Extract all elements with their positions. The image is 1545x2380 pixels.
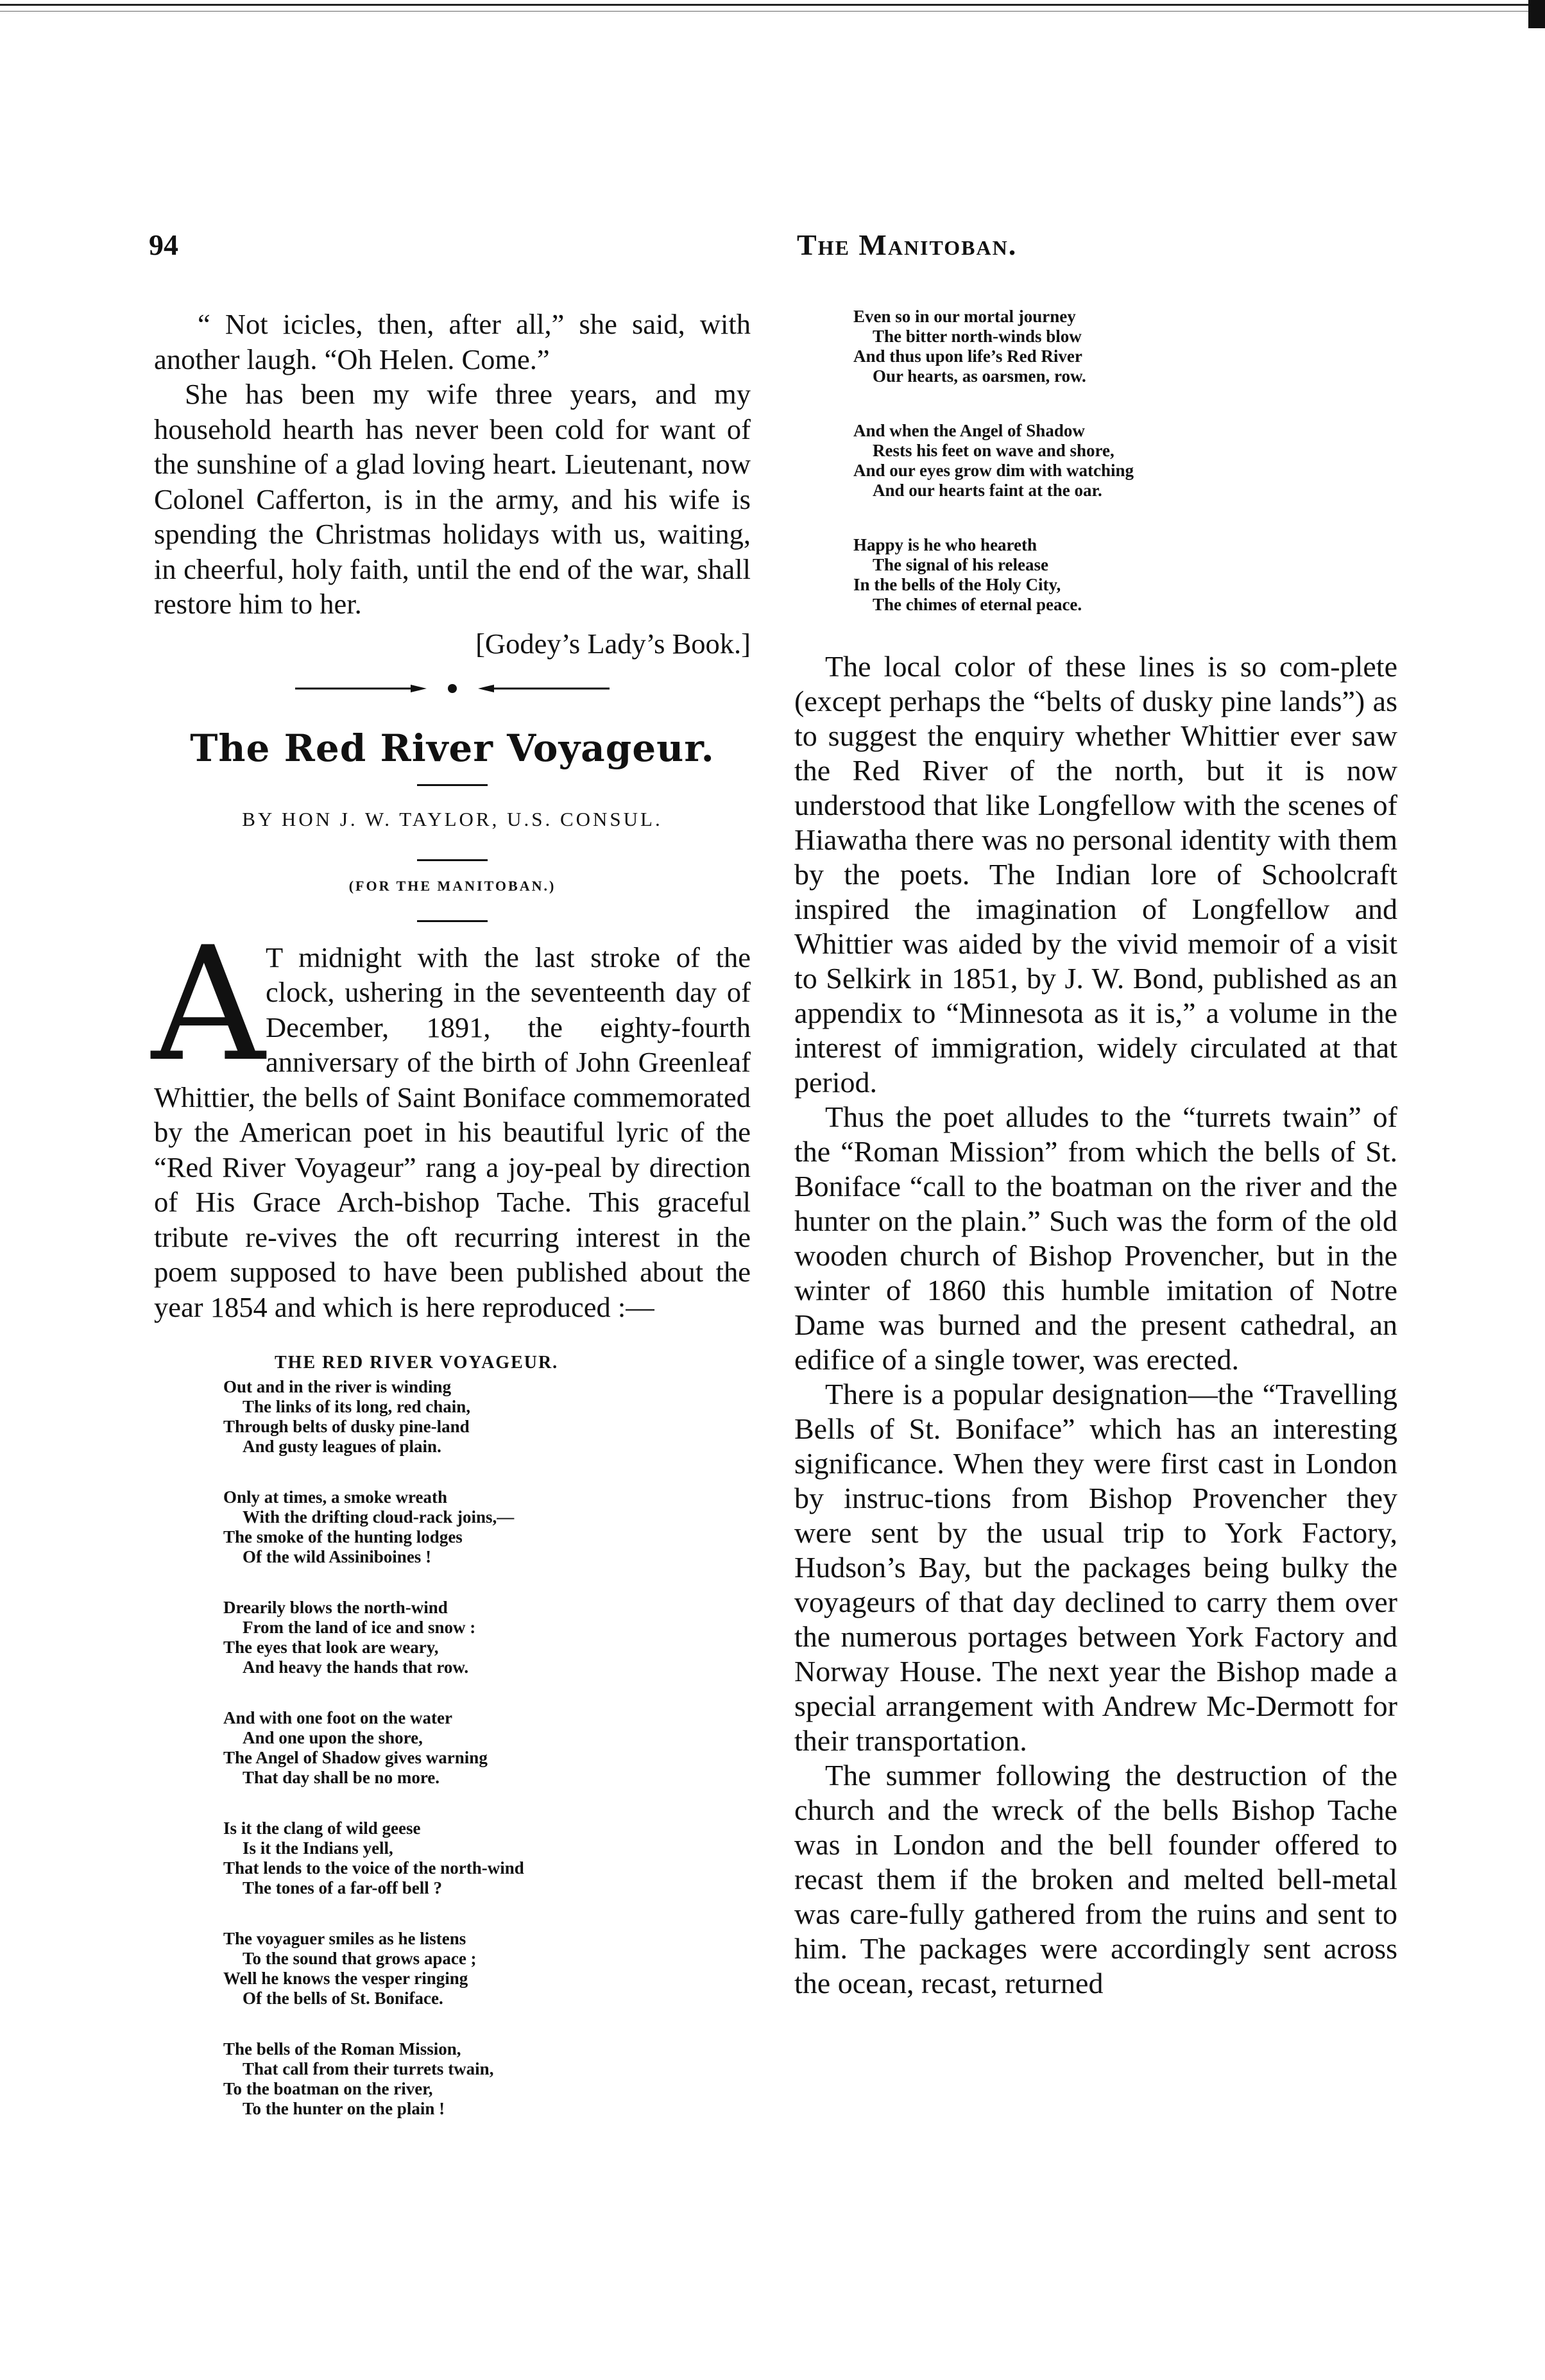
intro-text: T midnight with the last stroke of the clock, ushering in the seventeenth day of December, 1891, the eighty-fourth anniversary of the birth of John Greenleaf Whittier, the bells of Saint Boniface commemorated by the American poet in his beautiful lyric of the “Red River Voyageur” rang a joy-peal by direction of His Grace Arch-bishop Tache. This graceful tribute re-vives the oft recurring interest in the poem supposed to have been published about the year 1854 and which is here reproduced :— (154, 941, 751, 1323)
poem-stanza (853, 535, 1397, 615)
poem-line: And when the Angel of Shadow (853, 421, 1085, 440)
poem-stanza (223, 1708, 751, 1788)
poem-line: And our eyes grow dim with watching (853, 461, 1134, 480)
article-title: The Red River Voyageur. (190, 726, 715, 770)
poem-line: With the drifting cloud-rack joins,— (243, 1507, 515, 1527)
poem-stanza (853, 421, 1397, 501)
intro-paragraph (151, 912, 751, 1325)
poem-part-1 (223, 1353, 751, 2119)
poem-line: To the boatman on the river, (223, 2079, 433, 2098)
poem-line: And our hearts faint at the oar. (873, 481, 1102, 500)
poem-line: Rests his feet on wave and shore, (873, 441, 1114, 460)
opening-paragraph-1: “ Not icicles, then, after all,” she said, with another laugh. “Oh Helen. Come.” (154, 308, 751, 375)
poem-line: The links of its long, red chain, (243, 1397, 471, 1416)
for-line-rule (417, 920, 488, 922)
poem-stanza (223, 1929, 751, 2008)
poem-line: And one upon the shore, (243, 1728, 423, 1747)
poem-line: Happy is he who heareth (853, 535, 1037, 554)
poem-stanza (223, 1377, 751, 1457)
poem-line: The bells of the Roman Mission, (223, 2039, 461, 2059)
poem-line: The eyes that look are weary, (223, 1638, 439, 1657)
poem-line: Our hearts, as oarsmen, row. (873, 366, 1086, 386)
poem-line: The voyaguer smiles as he listens (223, 1929, 466, 1948)
title-rule (417, 784, 488, 786)
poem-line: In the bells of the Holy City, (853, 575, 1061, 594)
poem-line: To the sound that grows apace ; (243, 1949, 477, 1968)
poem-line: That day shall be no more. (243, 1768, 440, 1787)
body-paragraph: There is a popular designation—the “Travelling Bells of St. Boniface” which has an interesting significance. When they were first cast in London by instruc-tions from Bishop Provencher they were sent by the usual trip to York Factory, Hudson’s Bay, but the packages being bulky the voyageurs of that day declined to carry them over the numerous portages between York Factory and Norway House. The next year the Bishop made a special arrangement with Andrew Mc-Dermott for their transportation. (794, 1378, 1397, 1757)
poem-line: Through belts of dusky pine-land (223, 1417, 470, 1436)
poem-line: The Angel of Shadow gives warning (223, 1748, 488, 1767)
poem-line: From the land of ice and snow : (243, 1618, 476, 1637)
poem-line: Of the bells of St. Boniface. (243, 1989, 443, 2008)
page-header (149, 228, 1403, 273)
poem-stanza (223, 1598, 751, 1677)
right-column (794, 307, 1397, 2001)
poem-line: The signal of his release (873, 555, 1049, 574)
poem-line: The chimes of eternal peace. (873, 595, 1082, 614)
poem-line: To the hunter on the plain ! (243, 2099, 445, 2118)
running-title: The Manitoban. (797, 228, 1018, 261)
for-line: (FOR THE MANITOBAN.) (348, 877, 556, 894)
section-divider-ornament (154, 676, 751, 701)
poem-line: The bitter north-winds blow (873, 327, 1082, 346)
poem-line: And thus upon life’s Red River (853, 347, 1082, 366)
page-top-edge (0, 4, 1545, 12)
body-paragraph: The local color of these lines is so com-plete (except perhaps the “belts of dusky pine lands”) as to suggest the enquiry whether Whittier ever saw the Red River of the north, but it is now understood that like Longfellow with the scenes of Hiawatha there was no personal identity with them by the poets. The Indian lore of Schoolcraft inspired the imagination of Longfellow and Whittier was aided by the vivid memoir of a visit to Selkirk in 1851, by J. W. Bond, published as an appendix to “Minnesota as it is,” a volume in the interest of immigration, widely circulated at that period. (794, 650, 1397, 1099)
poem-line: Is it the Indians yell, (243, 1838, 393, 1858)
page-number: 94 (149, 228, 178, 261)
body-paragraph: Thus the poet alludes to the “turrets twain” of the “Roman Mission” from which the bells of St. Boniface “call to the boatman on the river and the hunter on the plain.” Such was the form of the old wooden church of Bishop Provencher, but in the winter of 1860 this humble imitation of Notre Dame was burned and the present cathedral, an edifice of a single tower, was erected. (794, 1100, 1397, 1376)
byline-rule (417, 859, 488, 861)
left-column (151, 307, 751, 2150)
poem-line: Drearily blows the north-wind (223, 1598, 448, 1617)
scan-corner-mark (1528, 0, 1545, 28)
drop-cap-letter: A (151, 912, 265, 1096)
opening-paragraph-2: She has been my wife three years, and my household hearth has never been cold for want of the sunshine of a glad loving heart. Lieutenant, now Colonel Cafferton, is in the army, and his wife is spending the Christmas holidays with us, waiting, in cheerful, holy faith, until the end of the war, shall restore him to her. (154, 378, 751, 620)
poem-line: And with one foot on the water (223, 1708, 452, 1727)
poem-line: Even so in our mortal journey (853, 307, 1076, 326)
poem-line: Is it the clang of wild geese (223, 1819, 421, 1838)
poem-line: That call from their turrets twain, (243, 2059, 494, 2078)
poem-line: Of the wild Assiniboines ! (243, 1547, 432, 1566)
poem-line: Only at times, a smoke wreath (223, 1487, 447, 1507)
byline: BY HON J. W. TAYLOR, U.S. CONSUL. (242, 807, 663, 830)
poem-line: Out and in the river is winding (223, 1377, 452, 1396)
source-citation: [Godey’s Lady’s Book.] (475, 627, 751, 660)
poem-stanza (853, 307, 1397, 386)
body-paragraph: The summer following the destruction of the church and the wreck of the bells Bishop Tache was in London and the bell founder offered to recast them if the broken and melted bell-metal was care-fully gathered from the ruins and sent to him. The packages were accordingly sent across the ocean, recast, returned (794, 1759, 1397, 1999)
poem-stanza (223, 1819, 751, 1898)
poem-line: The smoke of the hunting lodges (223, 1527, 463, 1546)
poem-title: THE RED RIVER VOYAGEUR. (275, 1353, 559, 1373)
poem-line: Well he knows the vesper ringing (223, 1969, 468, 1988)
poem-line: And heavy the hands that row. (243, 1657, 469, 1677)
poem-line: The tones of a far-off bell ? (243, 1878, 442, 1897)
poem-line: And gusty leagues of plain. (243, 1437, 441, 1456)
poem-part-2 (853, 307, 1397, 615)
poem-line: That lends to the voice of the north-wind (223, 1858, 524, 1878)
poem-stanza (223, 1487, 751, 1567)
poem-stanza (223, 2039, 751, 2119)
